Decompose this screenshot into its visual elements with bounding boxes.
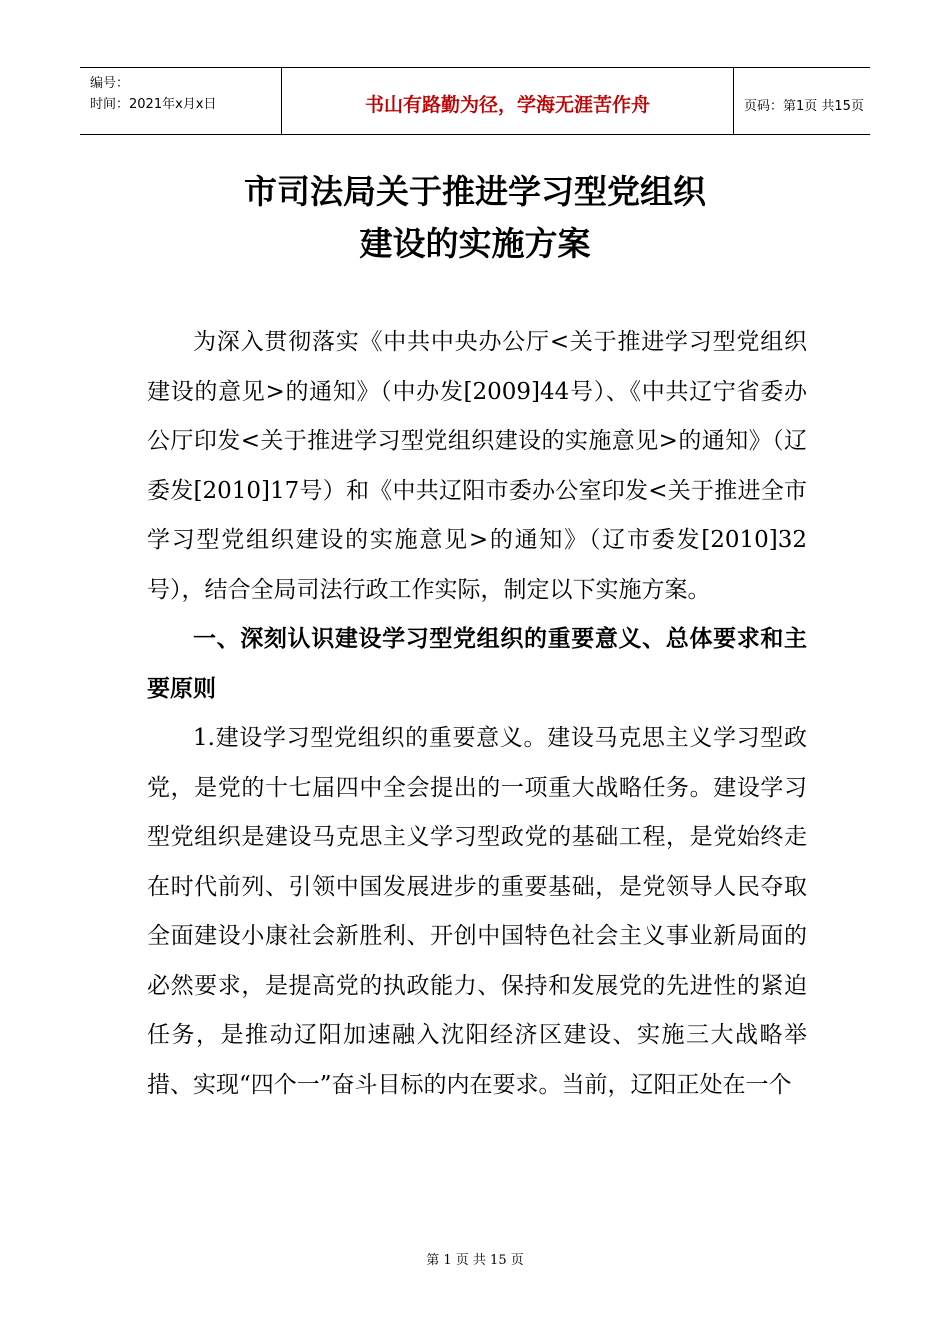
document-body: [147, 318, 807, 1110]
header-motto: 书山有路勤为径，学海无涯苦作舟: [364, 94, 650, 116]
body-paragraph-1: 1.建设学习型党组织的重要意义。建设马克思主义学习型政党，是党的十七届四中全会提出的一项重大战略任务。建设学习型党组织是建设马克思主义学习型政党的基础工程，是党始终走在时代前列、引领中国发展进步的重要基础，是党领导人民夺取全面建设小康社会新胜利、开创中国特色社会主义事业新局面的必然要求，是提高党的执政能力、保持和发展党的先进性的紧迫任务，是推动辽阳加速融入沈阳经济区建设、实施三大战略举措、实现“四个一”奋斗目标的内在要求。当前，辽阳正处在一个: [147, 725, 807, 1098]
header-page-cell: [734, 68, 870, 134]
page-footer: 第 1 页 共 15 页: [426, 1253, 524, 1268]
header-table: [80, 67, 870, 135]
document-title-line-1: 市司法局关于推进学习型党组织: [244, 172, 706, 211]
header-meta-cell: [80, 68, 282, 134]
header-page-info: 页码：第1页 共15页: [744, 99, 864, 114]
body-paragraph-intro: 为深入贯彻落实《中共中央办公厅<关于推进学习型党组织建设的意见>的通知》（中办发[2009]44号）、《中共辽宁省委办公厅印发<关于推进学习型党组织建设的实施意见>的通知》（辽委发[2010]17号）和《中共辽阳市委办公室印发<关于推进全市学习型党组织建设的实施意见>的通知》（辽市委发[2010]32号），结合全局司法行政工作实际，制定以下实施方案。: [147, 329, 807, 603]
document-title-line-2: 建设的实施方案: [359, 224, 591, 263]
document-time-label: 时间：2021年x月x日: [90, 97, 217, 112]
document-number-label: 编号：: [90, 76, 130, 91]
header-motto-cell: [282, 68, 734, 134]
section-heading-1: 一、深刻认识建设学习型党组织的重要意义、总体要求和主要原则: [147, 626, 807, 702]
